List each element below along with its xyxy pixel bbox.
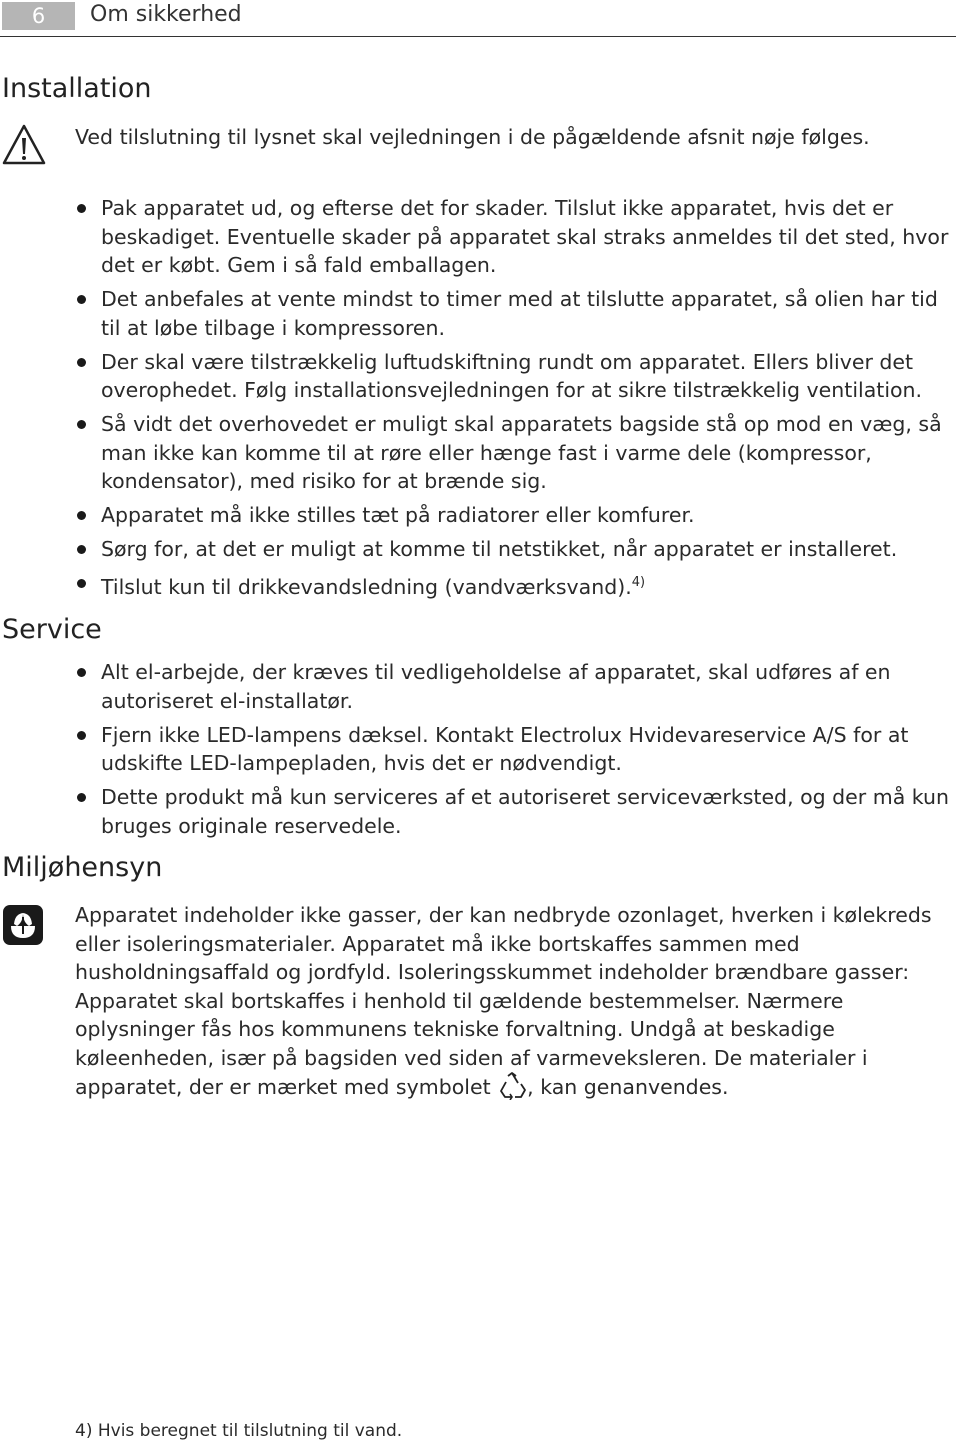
environment-text: Apparatet indeholder ikke gasser, der kan nedbryde ozonlaget, hverken i kølekreds eller isoleringsmaterialer. Apparatet må ikke bortskaffes sammen med husholdningsaffald og jordfyld. Isoleringsskummet indeholder brændbare gasser: Apparatet skal bortskaffes i henhold til gældende bestemmelser. Nærmere oplysninger fås hos kommunens tekniske forvaltning. Undgå at beskadige køleenheden, især på bagsiden ved siden af varmeveksleren. De materialer i apparatet, der er mærket med symbolet , kan genanvendes.	[75, 903, 932, 1099]
list-item: Der skal være tilstrækkelig luftudskiftning rundt om apparatet. Ellers bliver det overophedet. Følg installationsvejledningen for at sikre tilstrækkelig ventilation.	[75, 348, 955, 405]
list-item: Tilslut kun til drikkevandsledning (vandværksvand).$^{4)}$	[75, 569, 955, 601]
installation-list	[75, 194, 955, 607]
installation-intro: Ved tilslutning til lysnet skal vejledningen i de pågældende afsnit nøje følges.	[75, 125, 870, 149]
bullet-icon	[77, 793, 86, 802]
installation-heading: Installation	[2, 73, 152, 104]
list-item: Apparatet må ikke stilles tæt på radiatorer eller komfurer.	[75, 501, 955, 530]
bullet-icon	[77, 204, 86, 213]
list-item: Dette produkt må kun serviceres af et autoriseret serviceværksted, og der må kun bruges originale reservedele.	[75, 783, 955, 840]
list-item: Fjern ikke LED-lampens dæksel. Kontakt Electrolux Hvidevareservice A/S for at udskifte LED-lampepladen, hvis det er nødvendigt.	[75, 721, 955, 778]
bullet-icon	[77, 295, 86, 304]
bullet-icon	[77, 668, 86, 677]
footnote: 4) Hvis beregnet til tilslutning til vand.	[75, 1421, 403, 1441]
bullet-icon	[77, 511, 86, 520]
warning-triangle-icon	[2, 124, 46, 166]
list-item: Så vidt det overhovedet er muligt skal apparatets bagside stå op mod en væg, så man ikke kan komme til at røre eller hænge fast i varme dele (kompressor, kondensator), med risiko for at brænde sig.	[75, 410, 955, 496]
bullet-icon	[77, 420, 86, 429]
list-item: Det anbefales at vente mindst to timer med at tilslutte apparatet, så olien har tid til at løbe tilbage i kompressoren.	[75, 285, 955, 342]
bullet-icon	[77, 545, 86, 554]
page-header	[0, 0, 956, 37]
footnote-ref: 4)	[631, 575, 646, 590]
list-item: Alt el-arbejde, der kræves til vedligeholdelse af apparatet, skal udføres af en autoriseret el-installatør.	[75, 658, 955, 715]
service-list	[75, 658, 955, 846]
service-heading: Service	[2, 614, 102, 645]
environment-leaf-icon	[2, 904, 44, 946]
bullet-icon	[77, 579, 86, 588]
page-number: 6	[2, 2, 75, 30]
bullet-icon	[77, 731, 86, 740]
environment-heading: Miljøhensyn	[2, 852, 163, 883]
recycle-icon	[497, 1072, 527, 1100]
header-title: Om sikkerhed	[90, 2, 242, 27]
list-item: Sørg for, at det er muligt at komme til netstikket, når apparatet er installeret.	[75, 535, 955, 564]
list-item: Pak apparatet ud, og efterse det for skader. Tilslut ikke apparatet, hvis det er beskadiget. Eventuelle skader på apparatet skal straks anmeldes til det sted, hvor det er købt. Gem i så fald emballagen.	[75, 194, 955, 280]
bullet-icon	[77, 358, 86, 367]
